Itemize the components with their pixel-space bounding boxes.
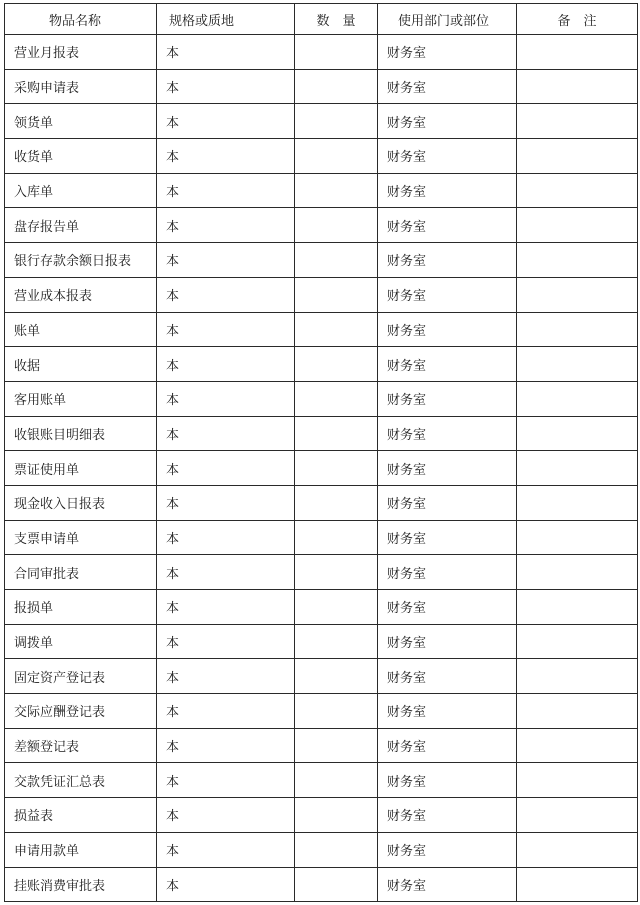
cell-quantity: [295, 867, 378, 902]
cell-spec: 本: [157, 659, 295, 694]
cell-remark: [517, 659, 638, 694]
cell-item-name: 采购申请表: [5, 69, 157, 104]
table-row: [5, 520, 638, 555]
cell-remark: [517, 798, 638, 833]
cell-item-name: 收银账目明细表: [5, 416, 157, 451]
table-row: [5, 763, 638, 798]
cell-item-name: 交款凭证汇总表: [5, 763, 157, 798]
cell-department: 财务室: [378, 173, 517, 208]
cell-spec: 本: [157, 69, 295, 104]
cell-department: 财务室: [378, 139, 517, 174]
cell-quantity: [295, 277, 378, 312]
cell-department: 财务室: [378, 104, 517, 139]
cell-remark: [517, 728, 638, 763]
cell-item-name: 损益表: [5, 798, 157, 833]
cell-item-name: 收据: [5, 347, 157, 382]
cell-quantity: [295, 555, 378, 590]
cell-quantity: [295, 69, 378, 104]
cell-remark: [517, 416, 638, 451]
cell-spec: 本: [157, 763, 295, 798]
cell-quantity: [295, 763, 378, 798]
cell-department: 财务室: [378, 798, 517, 833]
cell-spec: 本: [157, 35, 295, 70]
cell-quantity: [295, 520, 378, 555]
cell-department: 财务室: [378, 763, 517, 798]
header-department: 使用部门或部位: [378, 4, 517, 35]
cell-remark: [517, 312, 638, 347]
cell-spec: 本: [157, 416, 295, 451]
cell-item-name: 差额登记表: [5, 728, 157, 763]
table-row: [5, 798, 638, 833]
cell-department: 财务室: [378, 694, 517, 729]
cell-quantity: [295, 347, 378, 382]
table-row: [5, 312, 638, 347]
cell-spec: 本: [157, 798, 295, 833]
cell-department: 财务室: [378, 35, 517, 70]
cell-remark: [517, 763, 638, 798]
table-row: [5, 139, 638, 174]
cell-quantity: [295, 798, 378, 833]
table-row: [5, 624, 638, 659]
cell-item-name: 挂账消费审批表: [5, 867, 157, 902]
header-quantity: 数 量: [295, 4, 378, 35]
table-row: [5, 381, 638, 416]
table-row: [5, 485, 638, 520]
cell-remark: [517, 520, 638, 555]
cell-remark: [517, 35, 638, 70]
cell-department: 财务室: [378, 659, 517, 694]
cell-spec: 本: [157, 694, 295, 729]
cell-quantity: [295, 35, 378, 70]
cell-item-name: 票证使用单: [5, 451, 157, 486]
cell-remark: [517, 243, 638, 278]
cell-department: 财务室: [378, 347, 517, 382]
cell-department: 财务室: [378, 832, 517, 867]
cell-remark: [517, 590, 638, 625]
cell-item-name: 营业成本报表: [5, 277, 157, 312]
table-row: [5, 35, 638, 70]
cell-spec: 本: [157, 243, 295, 278]
cell-item-name: 客用账单: [5, 381, 157, 416]
cell-department: 财务室: [378, 590, 517, 625]
cell-spec: 本: [157, 208, 295, 243]
cell-item-name: 入库单: [5, 173, 157, 208]
cell-spec: 本: [157, 277, 295, 312]
cell-item-name: 调拨单: [5, 624, 157, 659]
cell-item-name: 现金收入日报表: [5, 485, 157, 520]
cell-spec: 本: [157, 728, 295, 763]
cell-remark: [517, 381, 638, 416]
cell-quantity: [295, 243, 378, 278]
table-row: [5, 590, 638, 625]
cell-quantity: [295, 173, 378, 208]
cell-quantity: [295, 139, 378, 174]
cell-department: 财务室: [378, 555, 517, 590]
cell-department: 财务室: [378, 485, 517, 520]
cell-quantity: [295, 485, 378, 520]
cell-department: 财务室: [378, 624, 517, 659]
cell-remark: [517, 277, 638, 312]
table-row: [5, 451, 638, 486]
supplies-table: [4, 3, 638, 902]
table-row: [5, 173, 638, 208]
cell-spec: 本: [157, 104, 295, 139]
cell-spec: 本: [157, 520, 295, 555]
cell-department: 财务室: [378, 416, 517, 451]
table-row: [5, 555, 638, 590]
cell-department: 财务室: [378, 520, 517, 555]
cell-quantity: [295, 416, 378, 451]
cell-item-name: 营业月报表: [5, 35, 157, 70]
cell-department: 财务室: [378, 451, 517, 486]
cell-spec: 本: [157, 312, 295, 347]
cell-quantity: [295, 590, 378, 625]
cell-remark: [517, 173, 638, 208]
cell-remark: [517, 624, 638, 659]
cell-quantity: [295, 659, 378, 694]
cell-item-name: 支票申请单: [5, 520, 157, 555]
cell-spec: 本: [157, 451, 295, 486]
cell-item-name: 银行存款余额日报表: [5, 243, 157, 278]
header-remark: 备 注: [517, 4, 638, 35]
cell-quantity: [295, 451, 378, 486]
cell-spec: 本: [157, 485, 295, 520]
cell-spec: 本: [157, 347, 295, 382]
cell-remark: [517, 832, 638, 867]
cell-remark: [517, 451, 638, 486]
cell-spec: 本: [157, 624, 295, 659]
cell-remark: [517, 555, 638, 590]
cell-remark: [517, 139, 638, 174]
cell-quantity: [295, 312, 378, 347]
header-item-name: 物品名称: [5, 4, 157, 35]
cell-department: 财务室: [378, 312, 517, 347]
cell-item-name: 账单: [5, 312, 157, 347]
table-row: [5, 728, 638, 763]
cell-quantity: [295, 104, 378, 139]
table-row: [5, 208, 638, 243]
cell-spec: 本: [157, 867, 295, 902]
cell-spec: 本: [157, 590, 295, 625]
cell-department: 财务室: [378, 277, 517, 312]
cell-department: 财务室: [378, 208, 517, 243]
cell-quantity: [295, 624, 378, 659]
cell-quantity: [295, 728, 378, 763]
cell-item-name: 合同审批表: [5, 555, 157, 590]
cell-quantity: [295, 694, 378, 729]
table-row: [5, 832, 638, 867]
cell-remark: [517, 104, 638, 139]
cell-item-name: 领货单: [5, 104, 157, 139]
table-row: [5, 277, 638, 312]
cell-spec: 本: [157, 381, 295, 416]
cell-remark: [517, 867, 638, 902]
header-row: [5, 4, 638, 35]
cell-item-name: 盘存报告单: [5, 208, 157, 243]
cell-department: 财务室: [378, 243, 517, 278]
table-row: [5, 347, 638, 382]
table-row: [5, 69, 638, 104]
cell-spec: 本: [157, 139, 295, 174]
table-row: [5, 659, 638, 694]
table-body: [5, 35, 638, 902]
cell-item-name: 申请用款单: [5, 832, 157, 867]
cell-department: 财务室: [378, 867, 517, 902]
header-spec: 规格或质地: [157, 4, 295, 35]
cell-remark: [517, 347, 638, 382]
cell-department: 财务室: [378, 381, 517, 416]
table-row: [5, 243, 638, 278]
table-row: [5, 694, 638, 729]
table-row: [5, 416, 638, 451]
table-row: [5, 867, 638, 902]
cell-remark: [517, 69, 638, 104]
cell-item-name: 报损单: [5, 590, 157, 625]
cell-item-name: 收货单: [5, 139, 157, 174]
cell-spec: 本: [157, 173, 295, 208]
table-row: [5, 104, 638, 139]
cell-department: 财务室: [378, 728, 517, 763]
cell-item-name: 固定资产登记表: [5, 659, 157, 694]
cell-department: 财务室: [378, 69, 517, 104]
cell-remark: [517, 694, 638, 729]
cell-remark: [517, 208, 638, 243]
cell-spec: 本: [157, 555, 295, 590]
cell-quantity: [295, 381, 378, 416]
cell-quantity: [295, 208, 378, 243]
cell-item-name: 交际应酬登记表: [5, 694, 157, 729]
cell-quantity: [295, 832, 378, 867]
cell-spec: 本: [157, 832, 295, 867]
cell-remark: [517, 485, 638, 520]
